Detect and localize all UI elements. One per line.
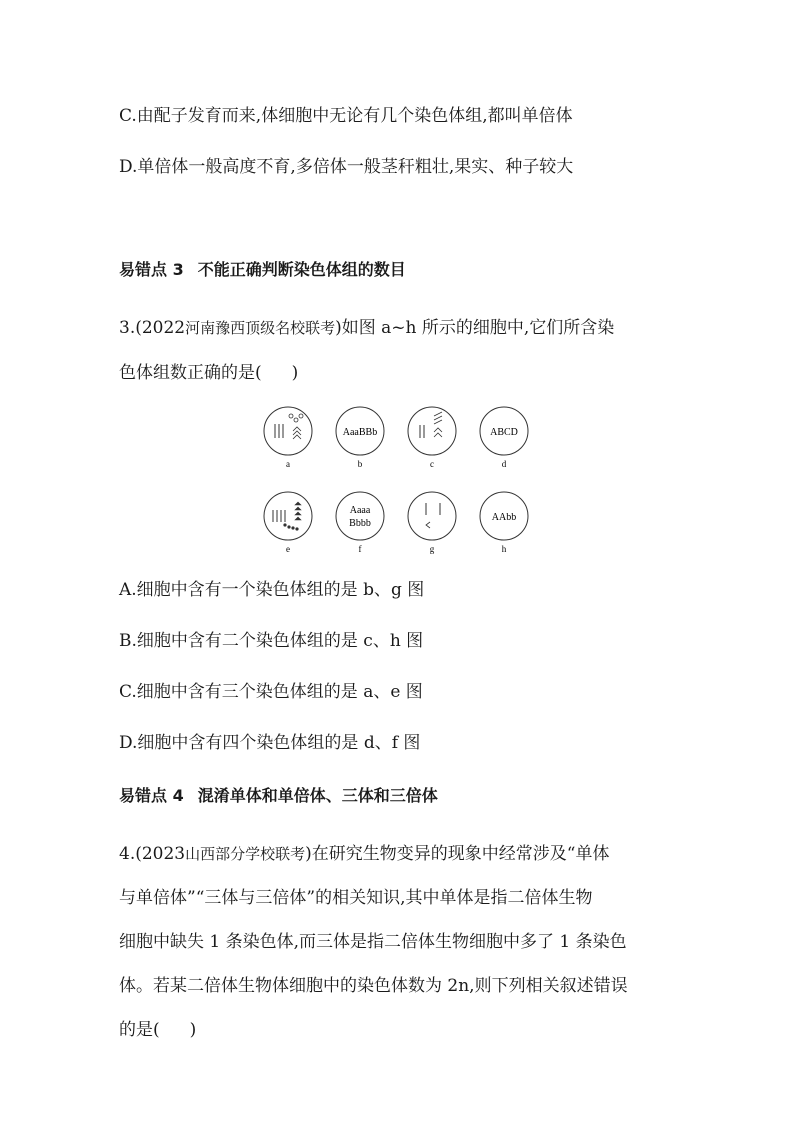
cell-h	[480, 492, 528, 540]
q4-text1: )在研究生物变异的现象中经常涉及“单体	[305, 844, 610, 864]
cell-label-e: e	[286, 544, 290, 554]
q4-line2: 与单倍体”“三体与三倍体”的相关知识,其中单体是指二倍体生物	[119, 888, 593, 908]
q3-option-a: A.细胞中含有一个染色体组的是 b、g 图	[119, 580, 425, 600]
cell-d	[480, 407, 528, 455]
cell-e	[264, 492, 312, 540]
q4-line5	[119, 1018, 196, 1042]
q3-stem-close: )	[291, 363, 299, 383]
q3-option-d: D.细胞中含有四个染色体组的是 d、f 图	[119, 733, 421, 753]
cell-a	[264, 407, 312, 455]
cell-label-g: g	[429, 544, 435, 554]
section-4-heading	[119, 784, 438, 808]
cell-label-b: b	[357, 459, 363, 469]
q4-line1	[119, 842, 609, 866]
cell-c	[408, 407, 456, 455]
q4-number: 4.(2023	[119, 844, 186, 864]
cell-g	[408, 492, 456, 540]
cell-b-genes: AaaBBb	[342, 427, 378, 438]
cell-h-genes: AAbb	[491, 512, 517, 523]
cell-label-f: f	[358, 544, 362, 554]
q3-number: 3.(2022	[119, 318, 186, 338]
cell-f	[336, 492, 384, 540]
section-3-title: 易错点 3	[119, 260, 184, 279]
section-4-title: 易错点 4	[119, 786, 184, 805]
q3-option-c: C.细胞中含有三个染色体组的是 a、e 图	[119, 682, 423, 702]
q4-line3: 细胞中缺失 1 条染色体,而三体是指二倍体生物细胞中多了 1 条染色	[119, 932, 627, 952]
q3-stem-text2: 色体组数正确的是(	[119, 363, 262, 383]
q3-source: 河南豫西顶级名校联考	[185, 319, 336, 337]
option-d-prev: D.单倍体一般高度不育,多倍体一般茎秆粗壮,果实、种子较大	[119, 157, 574, 177]
cell-d-genes: ABCD	[490, 427, 518, 438]
cell-f-genes-2: Bbbb	[349, 518, 371, 529]
cell-label-a: a	[286, 459, 290, 469]
q3-option-b: B.细胞中含有二个染色体组的是 c、h 图	[119, 631, 424, 651]
cell-label-c: c	[430, 459, 434, 469]
q4-close: )	[189, 1020, 197, 1040]
q4-line4: 体。若某二倍体生物体细胞中的染色体数为 2n,则下列相关叙述错误	[119, 976, 628, 996]
cell-label-h: h	[501, 544, 507, 554]
section-4-subtitle: 混淆单体和单倍体、三体和三倍体	[197, 786, 438, 805]
option-c-prev: C.由配子发育而来,体细胞中无论有几个染色体组,都叫单倍体	[119, 106, 573, 126]
cell-label-d: d	[501, 459, 507, 469]
q3-stem-text1: )如图 a~h 所示的细胞中,它们所含染	[335, 318, 615, 338]
section-3-subtitle: 不能正确判断染色体组的数目	[197, 260, 406, 279]
q4-source: 山西部分学校联考	[185, 845, 306, 863]
q4-text5: 的是(	[119, 1020, 160, 1040]
cell-f-genes-1: Aaaa	[349, 505, 371, 516]
cell-b	[336, 407, 384, 455]
